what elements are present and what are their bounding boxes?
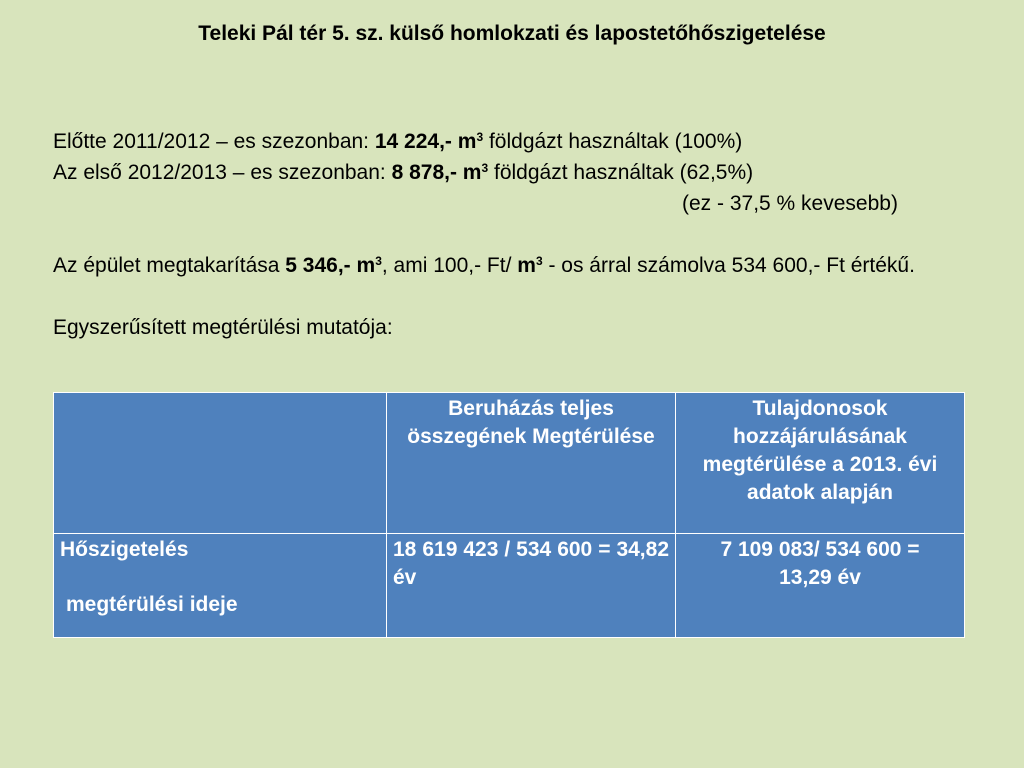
consumption-note: (ez - 37,5 % kevesebb) bbox=[682, 192, 898, 215]
body-text bbox=[53, 126, 965, 343]
consumption-first-prefix: Az első 2012/2013 – es szezonban: bbox=[53, 161, 392, 184]
table-cell-total: 18 619 423 / 534 600 = 34,82 év bbox=[387, 534, 676, 638]
indicator-label: Egyszerűsített megtérülési mutatója: bbox=[53, 316, 393, 339]
table-row-label bbox=[54, 534, 387, 638]
page-title: Teleki Pál tér 5. sz. külső homlokzati és lapostetőhőszigetelése bbox=[198, 22, 826, 45]
table-header-row bbox=[54, 393, 965, 534]
consumption-before-prefix: Előtte 2011/2012 – es szezonban: bbox=[53, 130, 375, 153]
spacer bbox=[53, 219, 965, 250]
consumption-first-line bbox=[53, 157, 965, 188]
savings-unit: $m^3$ bbox=[517, 254, 543, 277]
owners-line2: 13,29 év bbox=[779, 566, 861, 589]
table-header-owners: Tulajdonosok hozzájárulásának megtérülése a 2013. évi adatok alapján bbox=[676, 393, 965, 534]
row-label-line1: Hőszigetelés bbox=[60, 538, 189, 561]
row-label-line2: megtérülési ideje bbox=[66, 593, 238, 616]
consumption-first-suffix: földgázt használtak (62,5%) bbox=[488, 161, 754, 184]
consumption-before-line bbox=[53, 126, 965, 157]
table-row bbox=[54, 534, 965, 638]
payback-table bbox=[53, 392, 965, 638]
table-header-total: Beruházás teljes összegének Megtérülése bbox=[387, 393, 676, 534]
savings-paragraph: Az épület megtakarítása 5 346,- $m^3$, ami 100,- Ft/ $m^3$ - os árral számolva 534 600,- Ft értékű. bbox=[53, 254, 915, 277]
consumption-before-suffix: földgázt használtak (100%) bbox=[483, 130, 743, 153]
consumption-before-amount: 14 224,- $m^3$ bbox=[374, 130, 484, 153]
table-cell-owners bbox=[676, 534, 965, 638]
consumption-first-amount: 8 878,- $m^3$ bbox=[391, 161, 489, 184]
savings-amount: 5 346,- $m^3$ bbox=[285, 254, 382, 277]
spacer bbox=[53, 281, 965, 312]
table-header-empty bbox=[54, 393, 387, 534]
owners-line1: 7 109 083/ 534 600 = bbox=[720, 538, 920, 561]
